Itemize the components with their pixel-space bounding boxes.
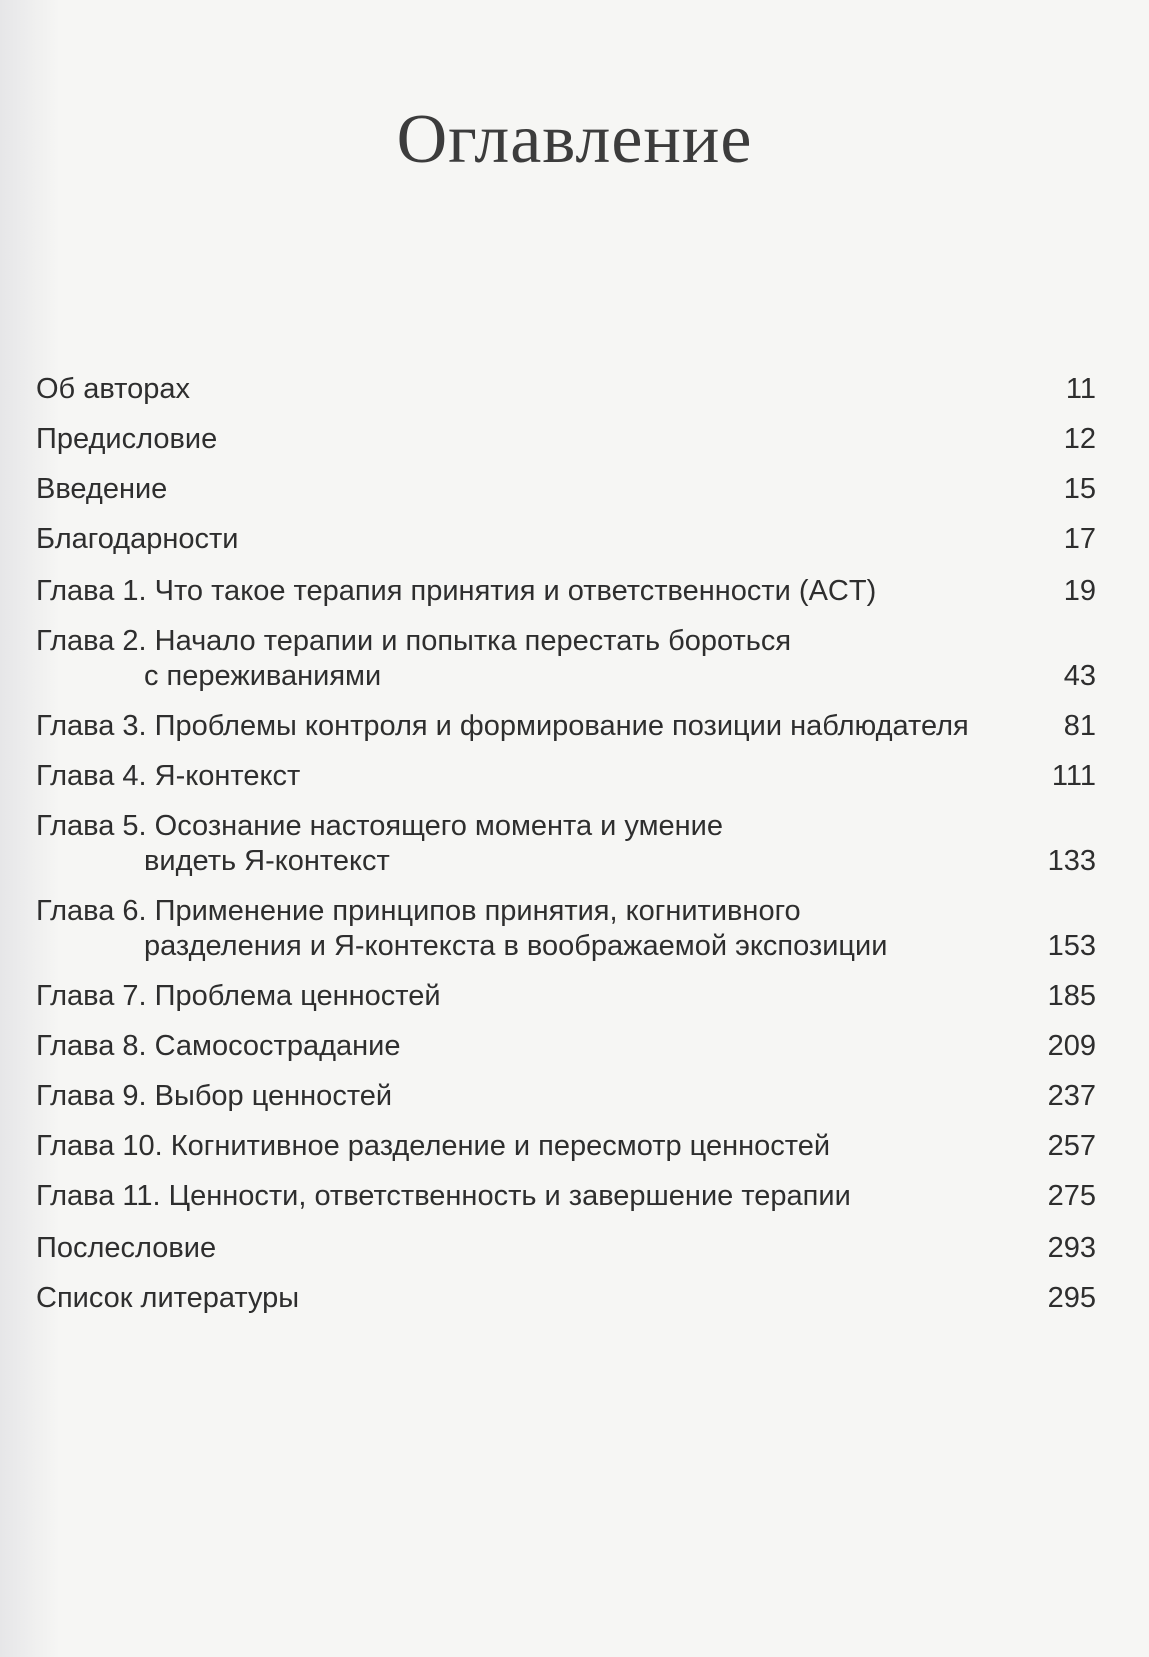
toc-entry-chapter-11[interactable] [36, 1179, 1096, 1214]
toc-entry-line: Глава 6. Применение принципов принятия, когнитивного [36, 895, 801, 927]
toc-entry-label: Глава 7. Проблема ценностей [36, 980, 441, 1012]
toc-entry-label: Глава 4. Я-контекст [36, 760, 301, 792]
toc-entry-page: 17 [1063, 523, 1096, 555]
toc-entry-continuation: видеть Я-контекст [144, 845, 390, 877]
toc-entry-label [36, 894, 887, 964]
toc-entry-preface[interactable] [36, 422, 1096, 457]
toc-entry-label: Благодарности [36, 523, 239, 555]
toc-entry-page: 19 [1063, 575, 1096, 607]
toc-entry-label [36, 809, 723, 879]
toc-entry-label: Глава 10. Когнитивное разделение и пересмотр ценностей [36, 1130, 831, 1162]
toc-entry-chapter-2[interactable] [36, 624, 1096, 694]
toc-entry-page: 15 [1063, 473, 1096, 505]
toc-entry-page: 12 [1063, 423, 1096, 455]
toc-entry-page: 133 [1047, 845, 1096, 877]
toc-entry-chapter-7[interactable] [36, 979, 1096, 1014]
toc-entry-chapter-1[interactable] [36, 574, 1096, 609]
toc-entry-page: 11 [1065, 373, 1096, 405]
toc-entry-page: 81 [1063, 710, 1096, 742]
toc-entry-references[interactable] [36, 1281, 1096, 1316]
back-matter [36, 1231, 1096, 1316]
toc-entry-page: 111 [1051, 760, 1096, 792]
toc-entry-page: 257 [1047, 1130, 1096, 1162]
toc-entry-page: 153 [1047, 930, 1096, 962]
toc-entry-chapter-9[interactable] [36, 1079, 1096, 1114]
toc-entry-page: 237 [1047, 1080, 1096, 1112]
toc-entry-label [36, 624, 791, 694]
toc-entry-chapter-3[interactable] [36, 709, 1096, 744]
toc-entry-page: 209 [1047, 1030, 1096, 1062]
toc-entry-acknowledgements[interactable] [36, 522, 1096, 557]
toc-entry-page: 185 [1047, 980, 1096, 1012]
toc-entry-page: 295 [1047, 1282, 1096, 1314]
toc-entry-page: 275 [1047, 1180, 1096, 1212]
toc-entry-about-authors[interactable] [36, 372, 1096, 407]
toc-entry-label: Глава 9. Выбор ценностей [36, 1080, 393, 1112]
toc-entry-continuation: разделения и Я-контекста в воображаемой экспозиции [144, 930, 888, 962]
toc-entry-label: Послесловие [36, 1232, 217, 1264]
table-of-contents [36, 372, 1096, 1316]
toc-entry-label: Предисловие [36, 423, 218, 455]
toc-entry-label: Введение [36, 473, 168, 505]
toc-entry-continuation: с переживаниями [144, 660, 382, 692]
page-title: Оглавление [396, 101, 753, 178]
toc-entry-label: Об авторах [36, 373, 190, 405]
toc-entry-line: Глава 2. Начало терапии и попытка перестать бороться [36, 625, 792, 657]
toc-entry-label: Глава 11. Ценности, ответственность и завершение терапии [36, 1180, 851, 1212]
toc-entry-label: Список литературы [36, 1282, 300, 1314]
front-matter [36, 372, 1096, 557]
toc-entry-page: 43 [1063, 660, 1096, 692]
toc-entry-chapter-10[interactable] [36, 1129, 1096, 1164]
toc-entry-page: 293 [1047, 1232, 1096, 1264]
chapters [36, 574, 1096, 1214]
toc-entry-label: Глава 8. Самосострадание [36, 1030, 401, 1062]
toc-entry-introduction[interactable] [36, 472, 1096, 507]
toc-entry-label: Глава 3. Проблемы контроля и формирование позиции наблюдателя [36, 710, 969, 742]
toc-entry-line: Глава 5. Осознание настоящего момента и умение [36, 810, 724, 842]
toc-entry-chapter-4[interactable] [36, 759, 1096, 794]
toc-entry-afterword[interactable] [36, 1231, 1096, 1266]
toc-entry-label: Глава 1. Что такое терапия принятия и ответственности (ACT) [36, 575, 877, 607]
toc-entry-chapter-6[interactable] [36, 894, 1096, 964]
toc-entry-chapter-8[interactable] [36, 1029, 1096, 1064]
toc-entry-chapter-5[interactable] [36, 809, 1096, 879]
